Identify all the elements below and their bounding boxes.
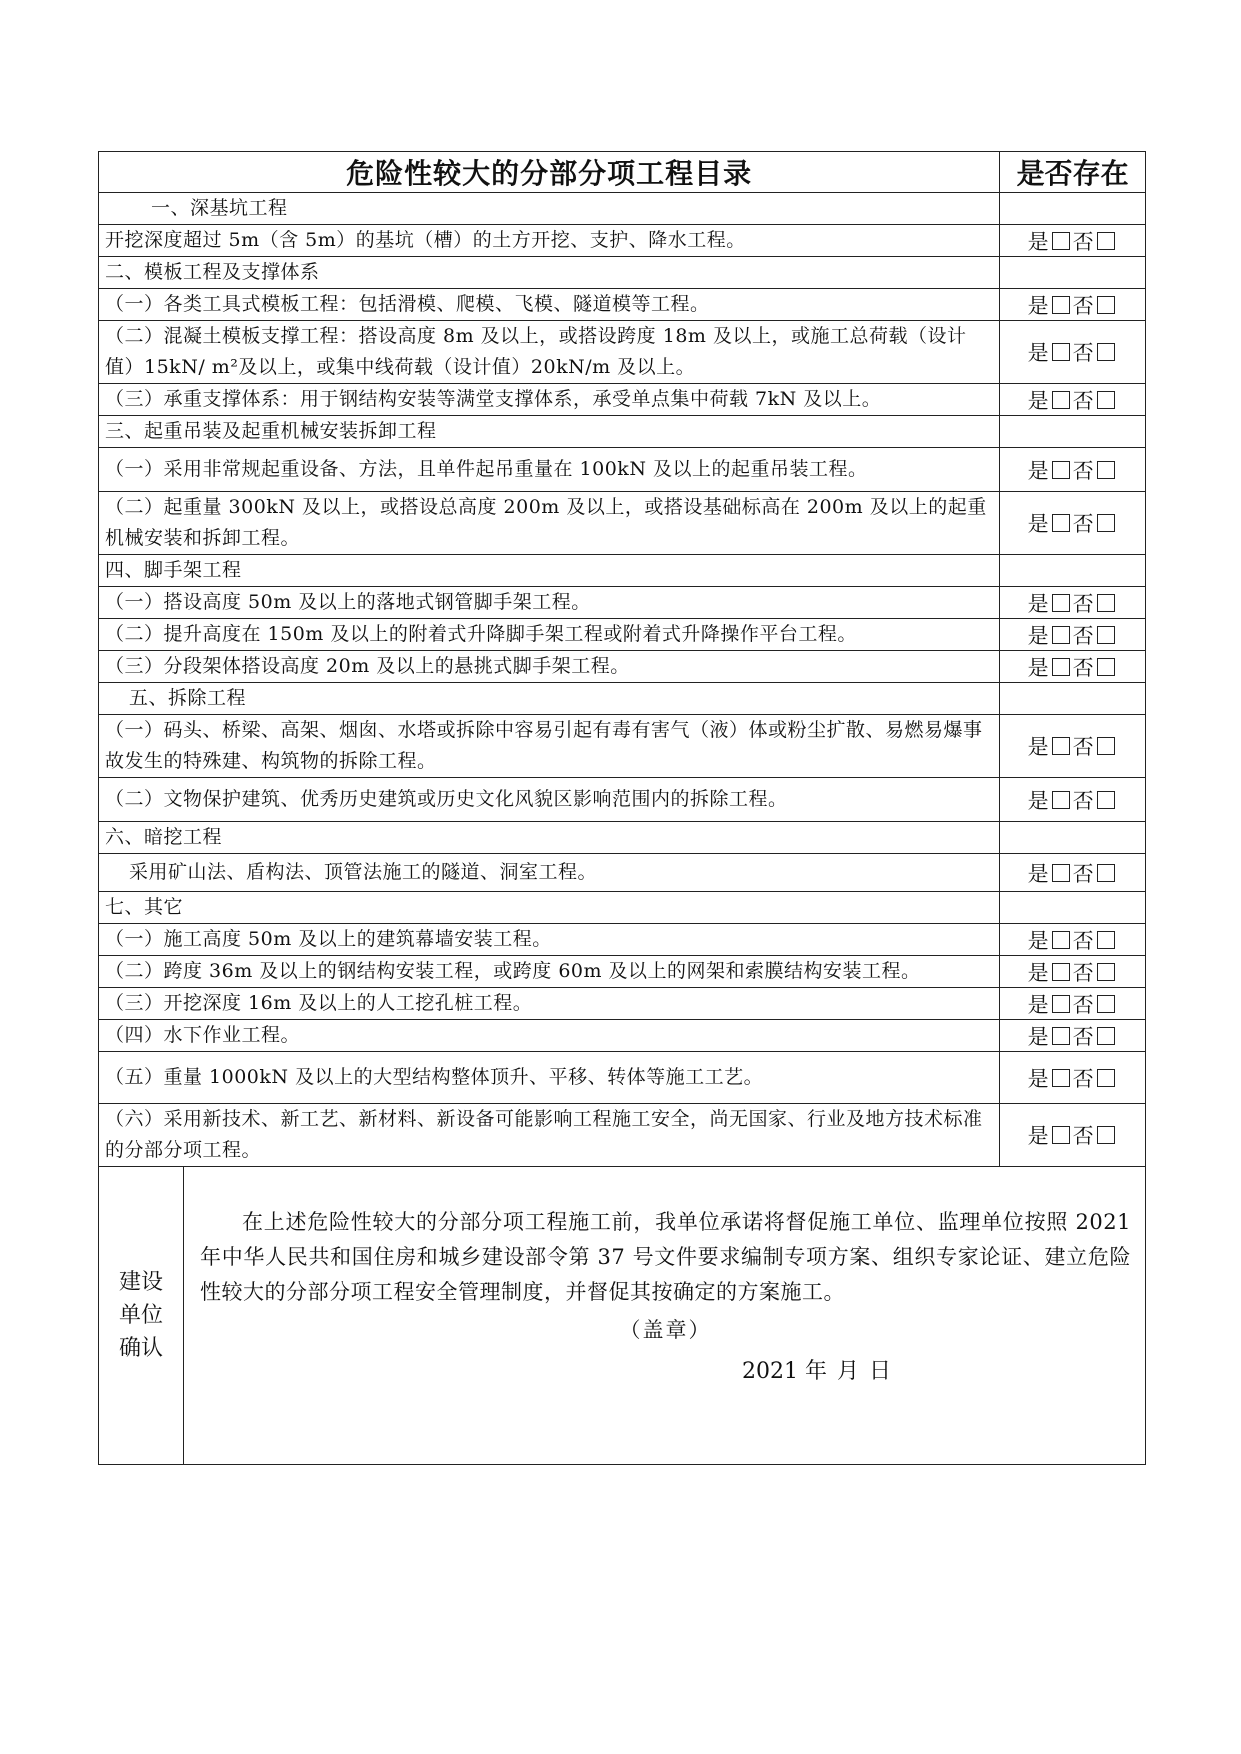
exists-check-cell [1000, 1020, 1146, 1052]
row-text: （六）采用新技术、新工艺、新材料、新设备可能影响工程施工安全，尚无国家、行业及地方技术标准的分部分项工程。 [105, 1108, 983, 1161]
row-text: （一）搭设高度 50m 及以上的落地式钢管脚手架工程。 [105, 591, 591, 613]
item-row [99, 1104, 1146, 1167]
section-heading [99, 555, 1000, 587]
row-text: （二）文物保护建筑、优秀历史建筑或历史文化风貌区影响范围内的拆除工程。 [105, 788, 788, 810]
item-text [99, 1020, 1000, 1052]
item-row [99, 988, 1146, 1020]
item-text [99, 619, 1000, 651]
section-heading [99, 257, 1000, 289]
exists-check-cell [1000, 892, 1146, 924]
hazard-project-table [98, 151, 1146, 1465]
yes-checkbox[interactable] [1052, 1126, 1070, 1144]
item-text [99, 988, 1000, 1020]
row-text: （二）起重量 300kN 及以上，或搭设总高度 200m 及以上，或搭设基础标高在 200m 及以上的起重机械安装和拆卸工程。 [105, 496, 987, 549]
date-day: 日 [869, 1359, 892, 1384]
item-text [99, 715, 1000, 778]
no-checkbox[interactable] [1097, 737, 1115, 755]
exists-check-cell [1000, 683, 1146, 715]
yes-checkbox[interactable] [1052, 514, 1070, 532]
item-row [99, 619, 1146, 651]
item-row [99, 321, 1146, 384]
row-text: （三）分段架体搭设高度 20m 及以上的悬挑式脚手架工程。 [105, 655, 630, 677]
no-label: 否 [1072, 458, 1094, 483]
row-text: （一）码头、桥梁、高架、烟囱、水塔或拆除中容易引起有毒有害气（液）体或粉尘扩散、易燃易爆事故发生的特殊建、构筑物的拆除工程。 [105, 719, 983, 772]
item-row [99, 225, 1146, 257]
yes-label: 是 [1027, 928, 1049, 953]
item-text [99, 924, 1000, 956]
item-text [99, 289, 1000, 321]
item-row [99, 956, 1146, 988]
item-row [99, 384, 1146, 416]
seal-placeholder: （盖章） [619, 1318, 712, 1342]
item-text [99, 225, 1000, 257]
section-row [99, 193, 1146, 225]
item-row [99, 854, 1146, 892]
yes-label: 是 [1027, 1066, 1049, 1091]
exists-check-cell [1000, 289, 1146, 321]
section-heading [99, 416, 1000, 448]
no-checkbox[interactable] [1097, 232, 1115, 250]
row-text: （二）跨度 36m 及以上的钢结构安装工程，或跨度 60m 及以上的网架和索膜结构安装工程。 [105, 960, 921, 982]
row-text: （二）混凝土模板支撑工程：搭设高度 8m 及以上，或搭设跨度 18m 及以上，或施工总荷载（设计值）15kN/ m²及以上，或集中线荷载（设计值）20kN/m 及以上。 [105, 325, 967, 378]
item-row [99, 1052, 1146, 1104]
exists-check-cell [1000, 225, 1146, 257]
yes-checkbox[interactable] [1052, 461, 1070, 479]
section-row [99, 683, 1146, 715]
item-row [99, 492, 1146, 555]
no-label: 否 [1072, 1124, 1094, 1148]
no-label: 否 [1072, 788, 1094, 813]
row-text: （五）重量 1000kN 及以上的大型结构整体顶升、平移、转体等施工工艺。 [105, 1066, 764, 1088]
item-row [99, 289, 1146, 321]
row-text: 四、脚手架工程 [105, 559, 242, 581]
exists-check-cell [1000, 924, 1146, 956]
no-checkbox[interactable] [1097, 296, 1115, 314]
item-text [99, 384, 1000, 416]
section-row [99, 257, 1146, 289]
yes-label: 是 [1027, 1124, 1049, 1148]
item-text [99, 1052, 1000, 1104]
exists-column-header: 是否存在 [1000, 152, 1146, 193]
row-text: （二）提升高度在 150m 及以上的附着式升降脚手架工程或附着式升降操作平台工程。 [105, 623, 857, 645]
row-text: （一）各类工具式模板工程：包括滑模、爬模、飞模、隧道模等工程。 [105, 293, 710, 315]
item-text [99, 448, 1000, 492]
yes-label: 是 [1027, 735, 1049, 759]
exists-check-cell [1000, 384, 1146, 416]
section-row [99, 892, 1146, 924]
yes-checkbox[interactable] [1052, 963, 1070, 981]
confirmation-content [184, 1167, 1146, 1465]
exists-check-cell [1000, 555, 1146, 587]
yes-checkbox[interactable] [1052, 232, 1070, 250]
row-text: 采用矿山法、盾构法、顶管法施工的隧道、洞室工程。 [129, 861, 598, 883]
yes-label: 是 [1027, 655, 1049, 680]
no-checkbox[interactable] [1097, 514, 1115, 532]
confirmation-label [99, 1167, 184, 1465]
exists-check-cell [1000, 1104, 1146, 1167]
no-label: 否 [1072, 1066, 1094, 1091]
yes-label: 是 [1027, 1024, 1049, 1049]
yes-checkbox[interactable] [1052, 343, 1070, 361]
yes-checkbox[interactable] [1052, 1069, 1070, 1087]
commitment-text: 在上述危险性较大的分部分项工程施工前，我单位承诺将督促施工单位、监理单位按照 2021 年中华人民共和国住房和城乡建设部令第 37 号文件要求编制专项方案、组织专家论证、建立危险性较大的分部分项工程安全管理制度，并督促其按确定的方案施工。 [200, 1210, 1131, 1304]
yes-checkbox[interactable] [1052, 791, 1070, 809]
yes-checkbox[interactable] [1052, 626, 1070, 644]
no-label: 否 [1072, 229, 1094, 254]
item-text [99, 854, 1000, 892]
yes-label: 是 [1027, 623, 1049, 648]
yes-checkbox[interactable] [1052, 931, 1070, 949]
exists-check-cell [1000, 715, 1146, 778]
section-heading [99, 822, 1000, 854]
exists-check-cell [1000, 854, 1146, 892]
item-text [99, 492, 1000, 555]
no-label: 否 [1072, 293, 1094, 318]
no-label: 否 [1072, 388, 1094, 413]
no-label: 否 [1072, 623, 1094, 648]
row-text: （四）水下作业工程。 [105, 1024, 301, 1046]
no-label: 否 [1072, 992, 1094, 1017]
no-checkbox[interactable] [1097, 626, 1115, 644]
item-row [99, 924, 1146, 956]
no-label: 否 [1072, 1024, 1094, 1049]
yes-checkbox[interactable] [1052, 995, 1070, 1013]
no-label: 否 [1072, 655, 1094, 680]
no-label: 否 [1072, 341, 1094, 365]
section-heading [99, 892, 1000, 924]
row-text: 二、模板工程及支撑体系 [105, 261, 320, 283]
row-text: 开挖深度超过 5m（含 5m）的基坑（槽）的土方开挖、支护、降水工程。 [105, 229, 746, 251]
section-row [99, 822, 1146, 854]
confirmation-label-line: 确认 [119, 1336, 164, 1361]
confirmation-row [99, 1167, 1146, 1465]
exists-check-cell [1000, 778, 1146, 822]
yes-checkbox[interactable] [1052, 658, 1070, 676]
exists-check-cell [1000, 321, 1146, 384]
table-title: 危险性较大的分部分项工程目录 [99, 152, 1000, 193]
no-checkbox[interactable] [1097, 1069, 1115, 1087]
exists-check-cell [1000, 956, 1146, 988]
no-checkbox[interactable] [1097, 594, 1115, 612]
date-month: 月 [837, 1359, 860, 1384]
no-checkbox[interactable] [1097, 791, 1115, 809]
yes-label: 是 [1027, 788, 1049, 813]
exists-check-cell [1000, 619, 1146, 651]
no-checkbox[interactable] [1097, 658, 1115, 676]
section-row [99, 555, 1146, 587]
item-row [99, 778, 1146, 822]
exists-check-cell [1000, 1052, 1146, 1104]
no-checkbox[interactable] [1097, 343, 1115, 361]
no-label: 否 [1072, 960, 1094, 985]
yes-checkbox[interactable] [1052, 296, 1070, 314]
section-heading [99, 193, 1000, 225]
yes-checkbox[interactable] [1052, 1027, 1070, 1045]
row-text: （一）施工高度 50m 及以上的建筑幕墙安装工程。 [105, 928, 552, 950]
row-text: 五、拆除工程 [129, 687, 247, 709]
no-label: 否 [1072, 591, 1094, 616]
no-label: 否 [1072, 512, 1094, 536]
row-text: （三）承重支撑体系：用于钢结构安装等满堂支撑体系，承受单点集中荷载 7kN 及以上。 [105, 388, 882, 410]
item-text [99, 956, 1000, 988]
no-checkbox[interactable] [1097, 931, 1115, 949]
yes-label: 是 [1027, 229, 1049, 254]
item-text [99, 1104, 1000, 1167]
no-checkbox[interactable] [1097, 1027, 1115, 1045]
exists-check-cell [1000, 416, 1146, 448]
yes-label: 是 [1027, 861, 1049, 886]
row-text: 六、暗挖工程 [105, 826, 223, 848]
confirmation-label-line: 单位 [119, 1303, 164, 1328]
no-label: 否 [1072, 735, 1094, 759]
yes-label: 是 [1027, 458, 1049, 483]
exists-check-cell [1000, 587, 1146, 619]
yes-checkbox[interactable] [1052, 391, 1070, 409]
exists-check-cell [1000, 822, 1146, 854]
row-text: 七、其它 [105, 896, 184, 918]
row-text: 一、深基坑工程 [151, 197, 288, 219]
yes-label: 是 [1027, 388, 1049, 413]
yes-checkbox[interactable] [1052, 594, 1070, 612]
row-text: （三）开挖深度 16m 及以上的人工挖孔桩工程。 [105, 992, 533, 1014]
signature-date [200, 1354, 1131, 1385]
no-checkbox[interactable] [1097, 864, 1115, 882]
exists-check-cell [1000, 448, 1146, 492]
exists-check-cell [1000, 651, 1146, 683]
row-text: （一）采用非常规起重设备、方法，且单件起吊重量在 100kN 及以上的起重吊装工程。 [105, 458, 868, 480]
exists-check-cell [1000, 492, 1146, 555]
exists-check-cell [1000, 193, 1146, 225]
no-checkbox[interactable] [1097, 995, 1115, 1013]
yes-label: 是 [1027, 512, 1049, 536]
table-header-row [99, 152, 1146, 193]
item-text [99, 651, 1000, 683]
exists-check-cell [1000, 988, 1146, 1020]
no-checkbox[interactable] [1097, 461, 1115, 479]
confirmation-label-line: 建设 [119, 1270, 164, 1295]
date-year: 2021 年 [742, 1359, 828, 1384]
yes-label: 是 [1027, 992, 1049, 1017]
item-row [99, 587, 1146, 619]
item-text [99, 321, 1000, 384]
yes-label: 是 [1027, 960, 1049, 985]
item-text [99, 587, 1000, 619]
row-text: 三、起重吊装及起重机械安装拆卸工程 [105, 420, 437, 442]
item-row [99, 448, 1146, 492]
yes-label: 是 [1027, 341, 1049, 365]
yes-label: 是 [1027, 591, 1049, 616]
no-checkbox[interactable] [1097, 1126, 1115, 1144]
no-checkbox[interactable] [1097, 963, 1115, 981]
yes-checkbox[interactable] [1052, 864, 1070, 882]
item-row [99, 651, 1146, 683]
item-row [99, 1020, 1146, 1052]
item-row [99, 715, 1146, 778]
section-row [99, 416, 1146, 448]
item-text [99, 778, 1000, 822]
yes-label: 是 [1027, 293, 1049, 318]
no-checkbox[interactable] [1097, 391, 1115, 409]
section-heading [99, 683, 1000, 715]
exists-check-cell [1000, 257, 1146, 289]
no-label: 否 [1072, 861, 1094, 886]
no-label: 否 [1072, 928, 1094, 953]
yes-checkbox[interactable] [1052, 737, 1070, 755]
